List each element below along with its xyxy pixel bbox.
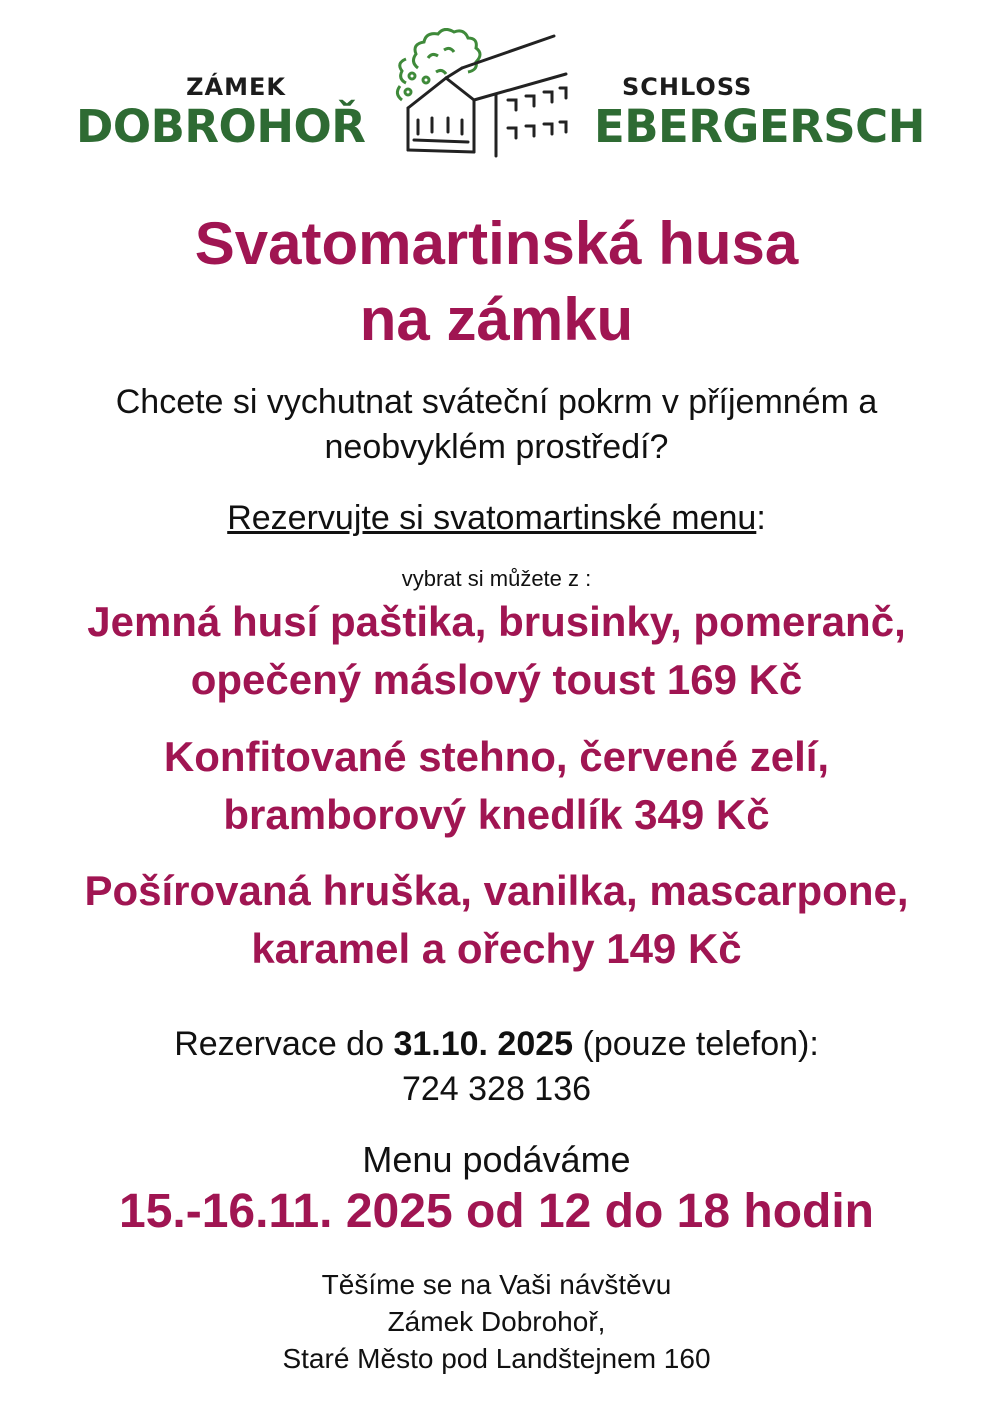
choose-label: vybrat si můžete z :: [401, 566, 592, 591]
serving-label: Menu podáváme: [362, 1139, 631, 1180]
reserve-colon: :: [756, 499, 766, 537]
footer-line-1: Těšíme se na Vaši návštěvu: [321, 1269, 672, 1300]
footer-line-2: Zámek Dobrohoř,: [387, 1306, 606, 1337]
menu-item-line: opečený máslový toust 169 Kč: [190, 656, 803, 703]
footer-address: [0, 1266, 993, 1377]
logo-ebergersch-label: EBERGERSCH: [594, 100, 925, 153]
castle-with-tree-icon: [388, 28, 588, 163]
page-title: [0, 206, 993, 358]
booking-prefix: Rezervace do: [174, 1025, 394, 1063]
logo-left-text: [76, 72, 386, 152]
serving-dates: 15.-16.11. 2025 od 12 do 18 hodin: [119, 1185, 874, 1238]
logo-schloss-label: SCHLOSS: [622, 73, 753, 101]
logo-right-text: [594, 72, 924, 152]
intro-line-1: Chcete si vychutnat sváteční pokrm v příjemném a: [115, 383, 878, 421]
title-line-2: na zámku: [359, 286, 634, 353]
logo-zamek-label: ZÁMEK: [186, 73, 286, 101]
menu-item-line: Konfitované stehno, červené zelí,: [163, 733, 830, 780]
menu-item-line: karamel a ořechy 149 Kč: [251, 925, 742, 972]
menu-item-dessert: [0, 862, 993, 978]
booking-deadline: 31.10. 2025: [393, 1025, 574, 1063]
menu-item-line: Pošírovaná hruška, vanilka, mascarpone,: [84, 867, 909, 914]
booking-phone: 724 328 136: [401, 1070, 592, 1108]
footer-line-3: Staré Město pod Landštejnem 160: [282, 1343, 711, 1374]
booking-info: [0, 1022, 993, 1112]
menu-item-line: Jemná husí paštika, brusinky, pomeranč,: [87, 598, 906, 645]
reserve-label: Rezervujte si svatomartinské menu: [227, 499, 757, 537]
logo-dobrohor-label: DOBROHOŘ: [76, 100, 366, 153]
menu-item-main: [0, 728, 993, 844]
menu-item-line: bramborový knedlík 349 Kč: [223, 791, 770, 838]
title-line-1: Svatomartinská husa: [194, 210, 799, 277]
menu-item-starter: [0, 593, 993, 709]
booking-line: [0, 1022, 993, 1067]
reserve-heading: [0, 496, 993, 540]
intro-line-2: neobvyklém prostředí?: [324, 428, 669, 466]
intro-text: [0, 380, 993, 470]
booking-suffix: (pouze telefon):: [573, 1025, 819, 1063]
